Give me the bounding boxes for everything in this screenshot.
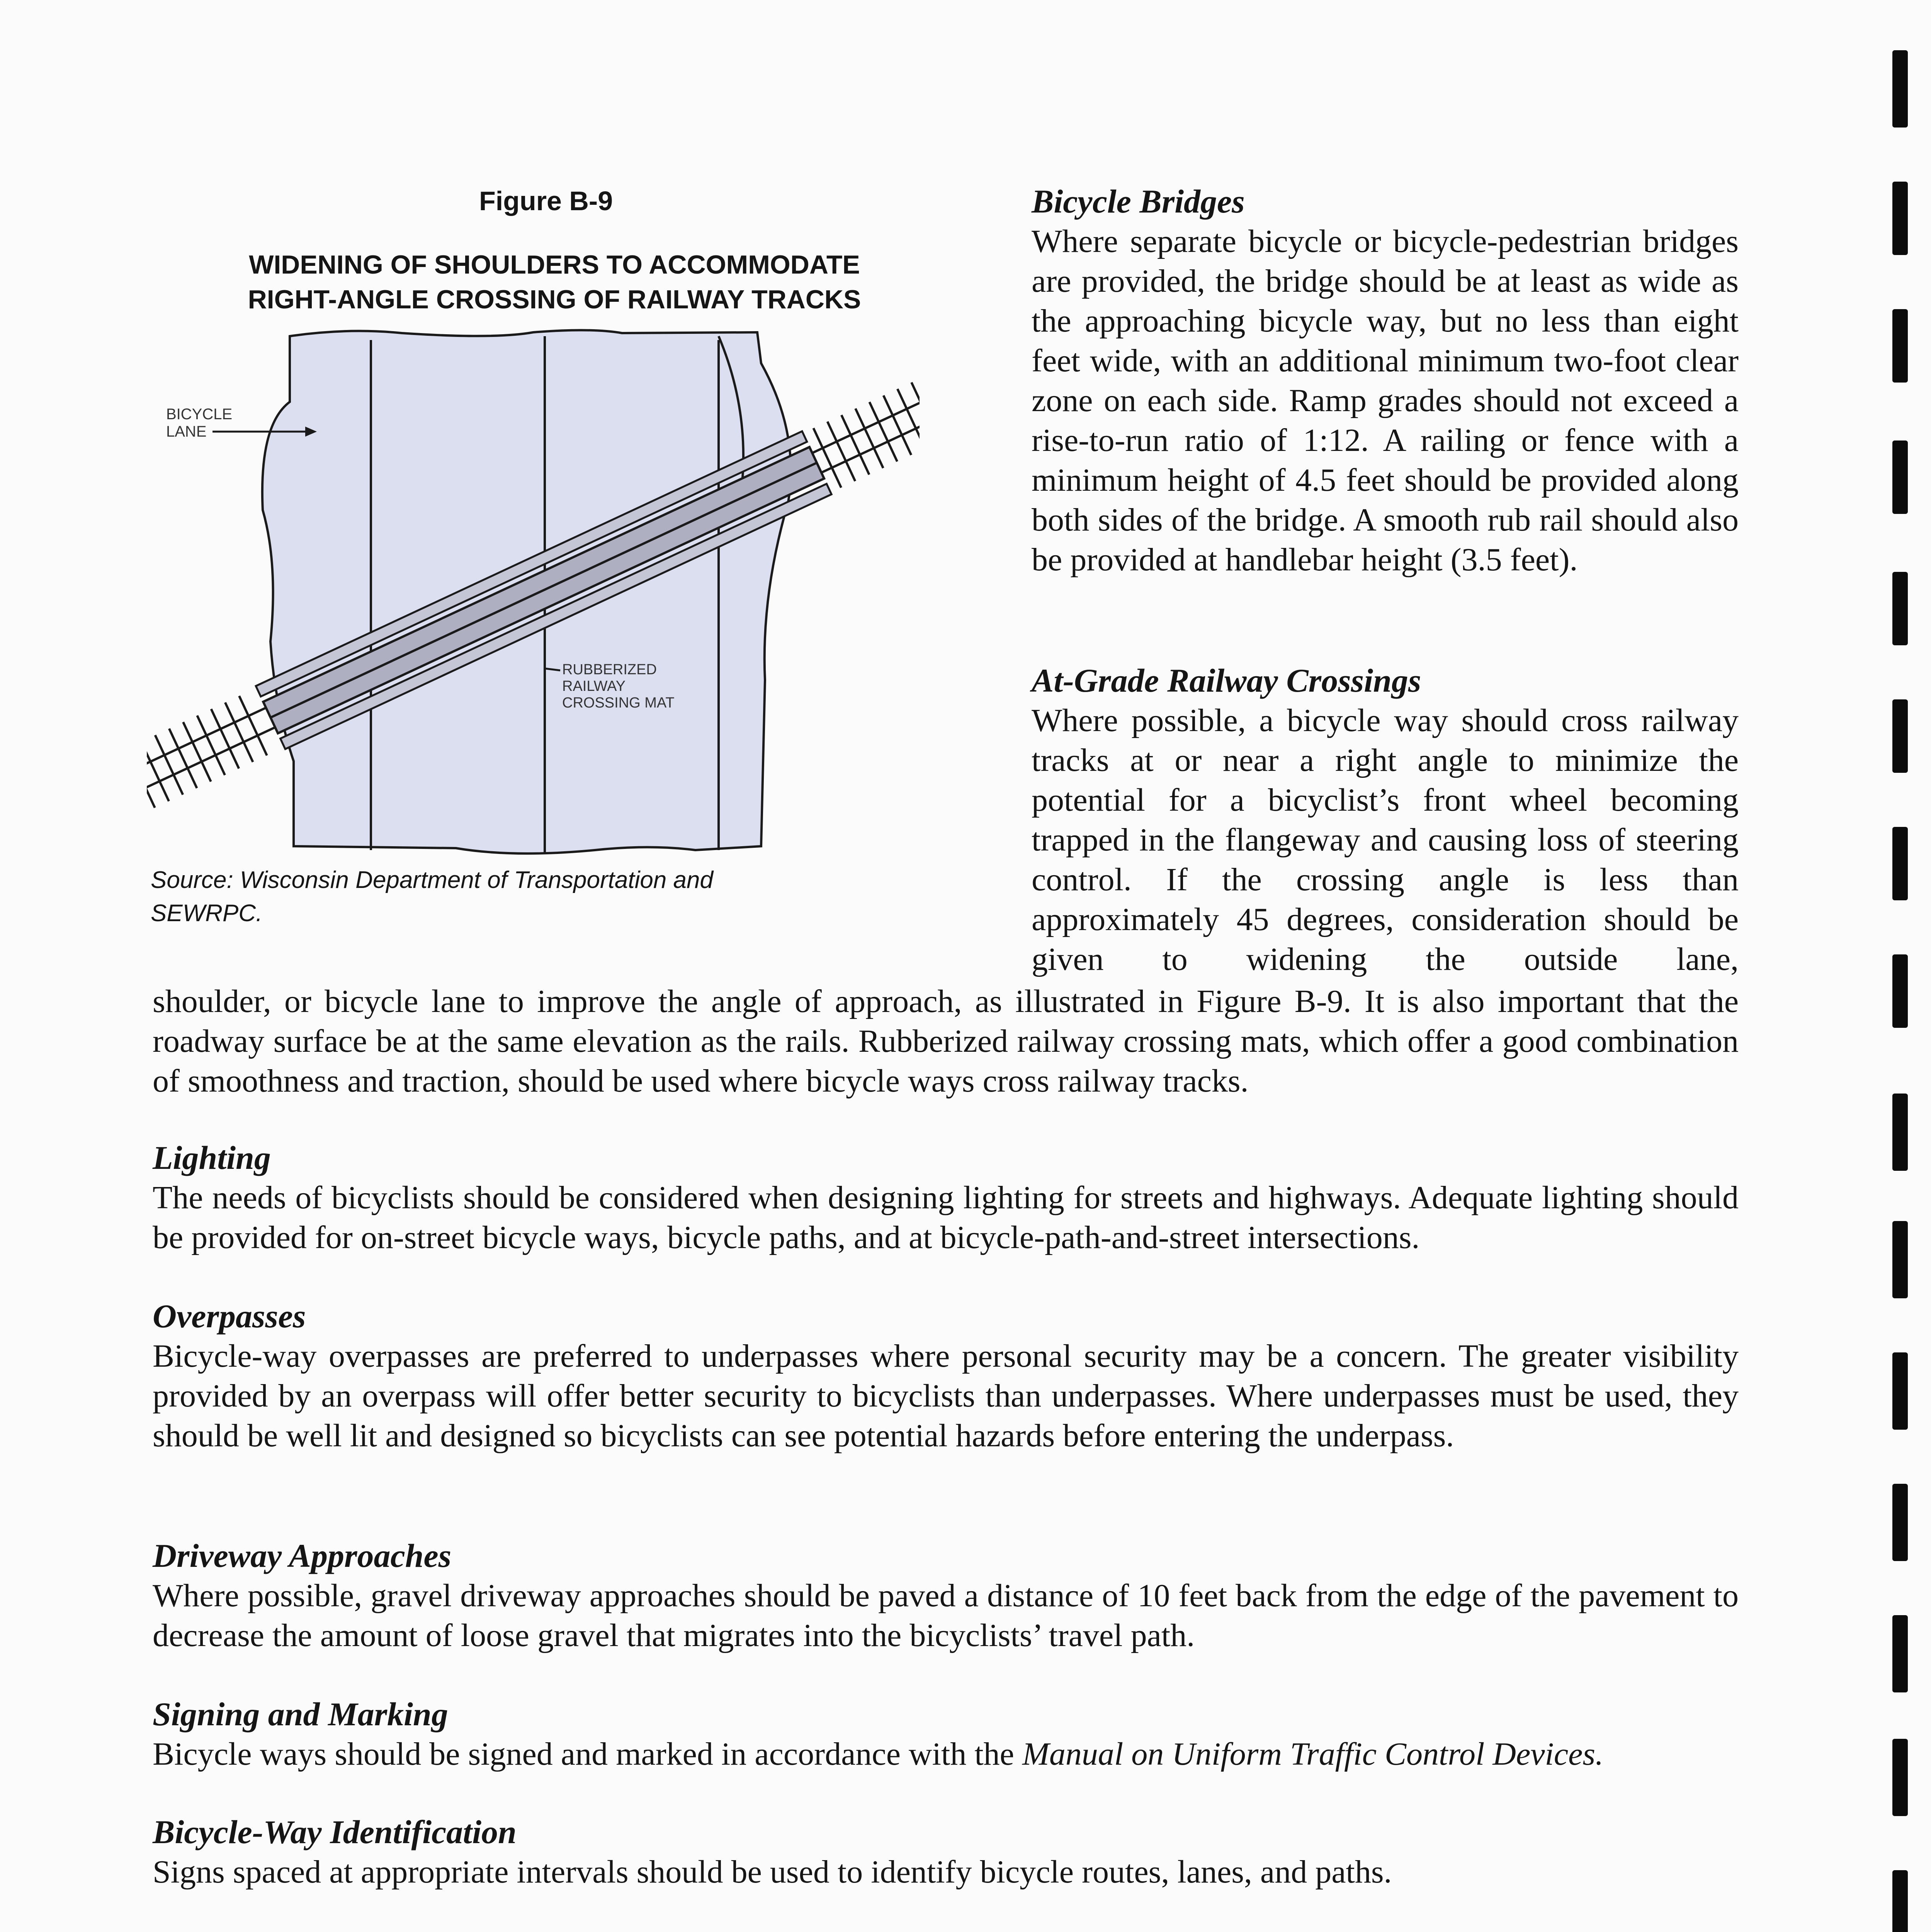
binding-hole [1892,572,1908,645]
paragraph-lighting: The needs of bicyclists should be considered when designing lighting for streets and highways. Adequate lighting should be provided for on-street bicycle ways, bicycle paths, and at bicycle-path-and-street intersections. [153,1180,1739,1255]
heading-railway-crossings: At-Grade Railway Crossings [1032,662,1421,699]
binding-hole [1892,182,1908,255]
binding-hole [1892,1352,1908,1430]
section-lighting [153,1138,1739,1257]
binding-hole [1892,1870,1908,1932]
binding-hole [1892,440,1908,514]
paragraph-railway-full: shoulder, or bicycle lane to improve the angle of approach, as illustrated in Figure B-9. It is also important that the roadway surface be at the same elevation as the rails. Rubberized railway crossing mats, which offer a good combination of smoothness and traction, should be used where bicycle ways cross railway tracks. [153,983,1739,1099]
section-railway-crossings [1032,661,1739,979]
figure-label: Figure B-9 [479,186,613,216]
heading-maintenance [153,1930,1739,1932]
binding-hole [1892,50,1908,128]
binding-hole [1892,1615,1908,1692]
callout-crossing-mat-line3: CROSSING MAT [562,695,675,711]
binding-hole [1892,1221,1908,1298]
callout-crossing-mat-line2: RAILWAY [562,678,626,694]
paragraph-driveway-approaches: Where possible, gravel driveway approaches should be paved a distance of 10 feet back from the edge of the pavement to decrease the amount of loose gravel that migrates into the bicyclists’ travel path. [153,1578,1739,1653]
heading-lighting: Lighting [153,1139,271,1176]
callout-crossing-mat-line1: RUBBERIZED [562,662,657,678]
binding-hole [1892,1094,1908,1171]
paragraph-bicycle-way-identification: Signs spaced at appropriate intervals should be used to identify bicycle routes, lanes, and paths. [153,1854,1392,1890]
binding-hole [1892,309,1908,383]
figure-title: WIDENING OF SHOULDERS TO ACCOMMODATE RIGHT-ANGLE CROSSING OF RAILWAY TRACKS [248,250,861,314]
paragraph-signing-marking [153,1734,1739,1774]
heading-signing-marking: Signing and Marking [153,1696,448,1733]
railway-crossing-diagram [147,325,920,866]
binding-hole [1892,827,1908,900]
section-bicycle-way-identification [153,1812,1739,1892]
binding-hole [1892,954,1908,1028]
binding-hole [1892,1484,1908,1561]
callout-bicycle-lane-line2: LANE [166,423,207,440]
binding-hole [1892,1739,1908,1816]
heading-overpasses: Overpasses [153,1298,306,1335]
heading-bicycle-bridges: Bicycle Bridges [1032,183,1245,220]
signing-text: Bicycle ways should be signed and marked in accordance with the [153,1736,1022,1772]
paragraph-bicycle-bridges: Where separate bicycle or bicycle-pedestrian bridges are provided, the bridge should be at least as wide as the approaching bicycle way, but no less than eight feet wide, with an additional minimum two-foot clear zone on each side. Ramp grades should not exceed a rise-to-run ratio of 1:12. A railing or fence with a minimum height of 4.5 feet should be provided along both sides of the bridge. A smooth rub rail should also be provided at handlebar height (3.5 feet). [1032,223,1739,578]
section-driveway-approaches [153,1536,1739,1655]
paragraph-overpasses: Bicycle-way overpasses are preferred to underpasses where personal security may be a concern. The greater visibility provided by an overpass will offer better security to bicyclists than underpasses. Where underpasses must be used, they should be well lit and designed so bicyclists can see potential hazards before entering the underpass. [153,1338,1739,1454]
heading-bicycle-way-identification: Bicycle-Way Identification [153,1813,517,1850]
section-bicycle-bridges [1032,182,1739,580]
section-signing-marking [153,1694,1739,1774]
signing-manual-title: Manual on Uniform Traffic Control Devices. [1022,1736,1604,1772]
callout-bicycle-lane-line1: BICYCLE [166,406,233,423]
figure-source: Source: Wisconsin Department of Transportation and SEWRPC. [151,867,714,927]
section-overpasses [153,1296,1739,1456]
binding-hole [1892,699,1908,773]
paragraph-railway-column: Where possible, a bicycle way should cross railway tracks at or near a right angle to minimize the potential for a bicyclist’s front wheel becoming trapped in the flangeway and causing loss of steering control. If the crossing angle is less than approximately 45 degrees, consideration should be given to widening the outside lane, [1032,702,1739,977]
heading-driveway-approaches: Driveway Approaches [153,1537,452,1574]
